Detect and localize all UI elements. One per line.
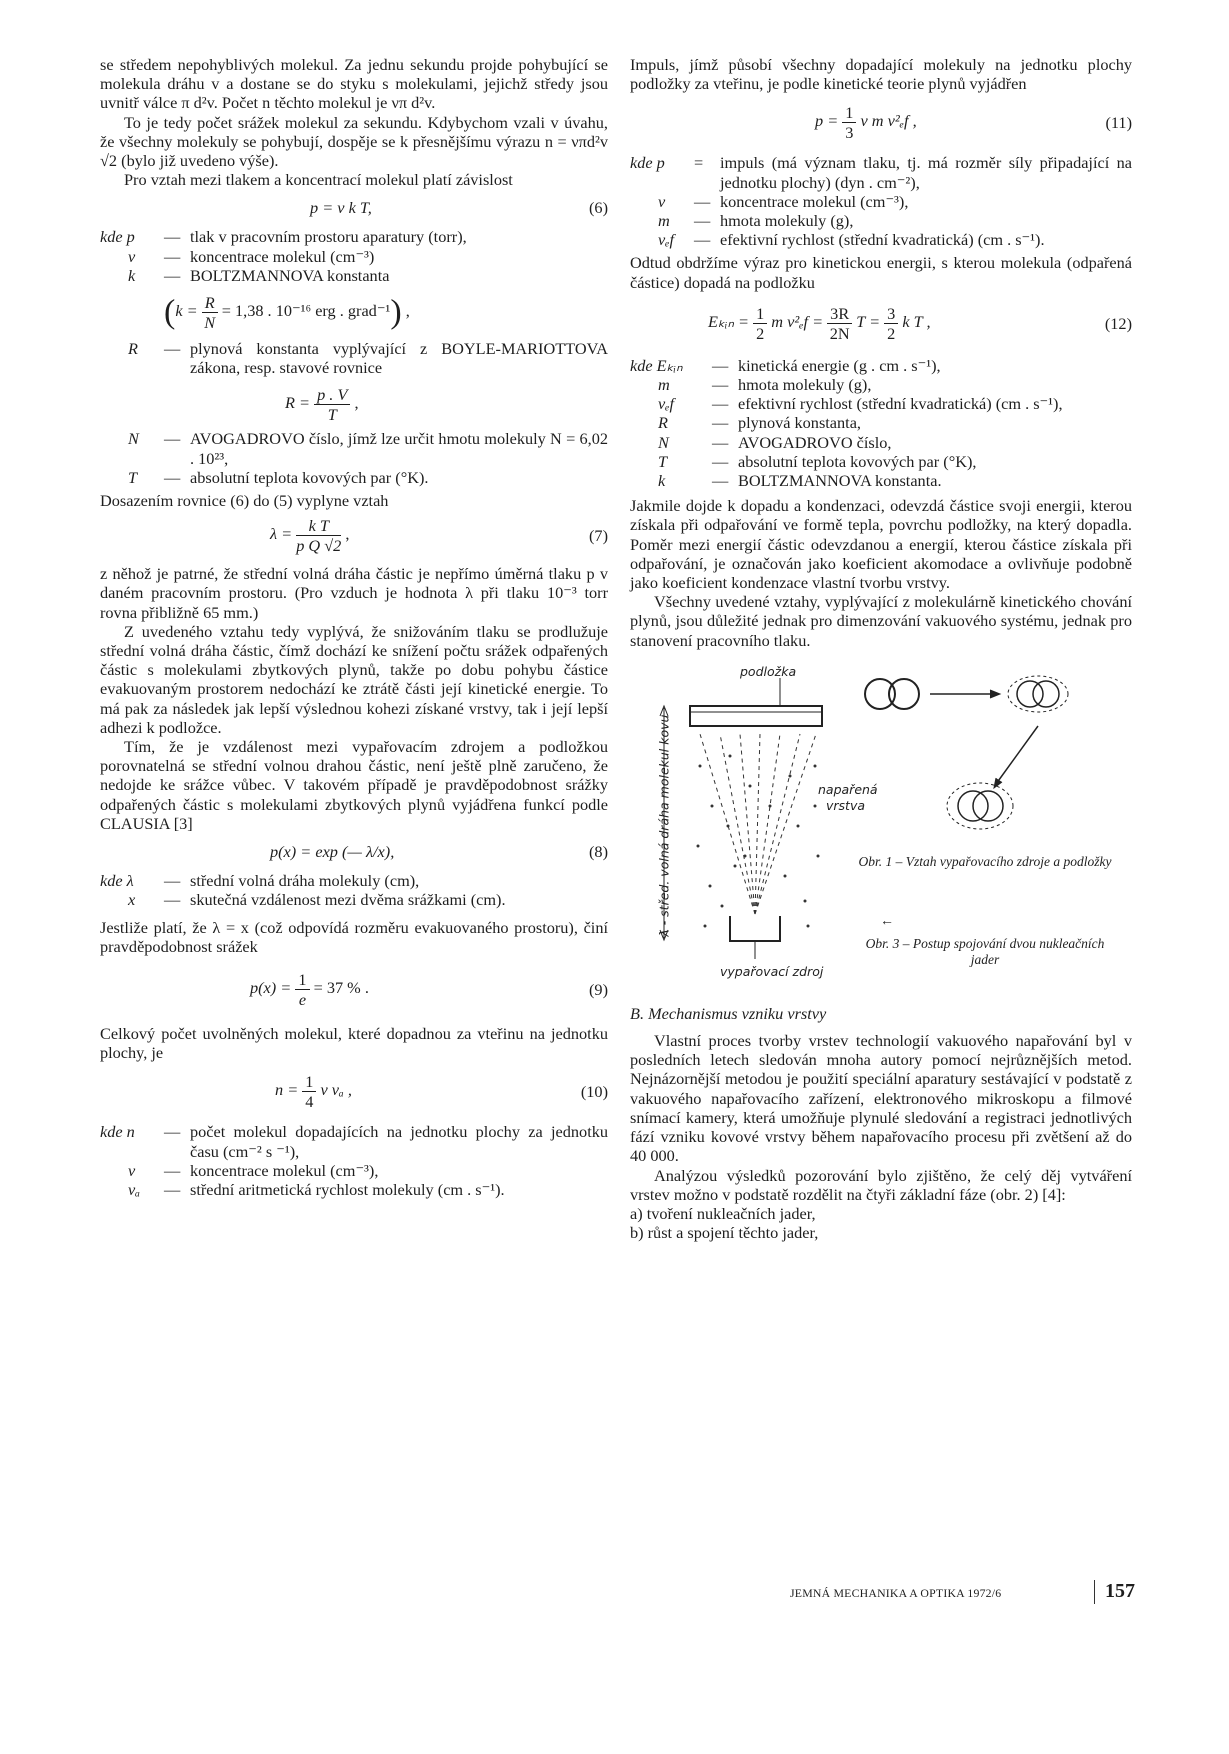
equation-number: (8) xyxy=(589,842,608,862)
eq-den: 3 xyxy=(845,123,854,143)
eq-part: , xyxy=(345,524,350,544)
def-text: efektivní rychlost (střední kvadratická) (cm . s⁻¹). xyxy=(720,230,1045,250)
label-layer: vrstva xyxy=(826,797,866,813)
eq-den: p Q √2 xyxy=(296,536,342,556)
def-text: střední aritmetická rychlost molekuly (cm . s⁻¹). xyxy=(190,1179,505,1199)
def-text: tlak v pracovním prostoru aparatury (torr), xyxy=(190,227,467,247)
def-symbol: R xyxy=(128,339,138,359)
journal-footer: JEMNÁ MECHANIKA A OPTIKA 1972/6 xyxy=(790,1586,1002,1600)
list-item: a) tvoření nukleačních jader, xyxy=(630,1203,816,1223)
paragraph: Analýzou výsledků pozorování bylo zjištěno, že celý děj vytváření vrstev možno v podstatě rozdělit na čtyři základní fáze (obr. 2) [4]: xyxy=(630,1165,1132,1204)
eq-num: p . V xyxy=(314,385,350,405)
equation-boltzmann: (k = $\frac{R}{N}$ = 1,38 . 10⁻¹⁶ erg . grad⁻¹) , xyxy=(164,293,410,333)
def-dash: — xyxy=(712,451,729,471)
eq-num: 1 xyxy=(842,103,856,123)
def-text: hmota molekuly (g), xyxy=(720,211,854,231)
def-dash: — xyxy=(164,1160,181,1180)
def-text: plynová konstanta vyplývající z BOYLE-MARIOTTOVA zákona, resp. stavové rovnice xyxy=(190,339,608,378)
paragraph: Jestliže platí, že λ = x (což odpovídá rozměru evakuovaného prostoru), činí pravděpodobnost srážek xyxy=(100,917,608,956)
def-symbol: k xyxy=(658,471,666,491)
def-dash: — xyxy=(164,227,181,247)
def-symbol: kde p xyxy=(630,153,665,173)
def-dash: — xyxy=(712,375,729,395)
def-symbol: vₑf xyxy=(658,394,675,414)
eq-part: p(x) = xyxy=(250,978,292,998)
eq-part: ν m v²ₑf , xyxy=(860,111,917,131)
eq-part: Eₖᵢₙ = xyxy=(708,312,749,332)
def-text: skutečná vzdálenost mezi dvěma srážkami (cm). xyxy=(190,890,506,910)
paragraph: Odtud obdržíme výraz pro kinetickou energii, s kterou molekula (odpařená částice) dopadá na podložku xyxy=(630,253,1132,292)
paragraph: Dosazením rovnice (6) do (5) vyplyne vztah xyxy=(100,491,389,511)
equation-number: (9) xyxy=(589,979,608,999)
def-symbol: vₑf xyxy=(658,230,675,250)
left-column xyxy=(100,55,608,1203)
def-dash: — xyxy=(164,1122,181,1142)
eq-den: T xyxy=(327,405,337,425)
equation-number: (12) xyxy=(1104,313,1132,333)
paragraph: Všechny uvedené vztahy, vyplývající z molekulárně kinetického chování plynů, jsou důležité jednak pro dimenzování vakuového systému, jednak pro stanovení pracovního tlaku. xyxy=(630,592,1132,650)
def-dash: — xyxy=(164,339,181,359)
equation-body: p(x) = exp (— λ/x), xyxy=(270,842,395,862)
arrow-left: ← xyxy=(880,913,894,929)
definitions-N xyxy=(100,429,608,487)
equation-8 xyxy=(100,837,608,867)
equation-12 xyxy=(630,296,1132,352)
equation-7 xyxy=(100,512,608,562)
def-text: počet molekul dopadajících na jednotku plochy za jednotku času (cm⁻² s ⁻¹), xyxy=(190,1122,608,1161)
def-dash: — xyxy=(694,211,711,231)
eq-den: 4 xyxy=(305,1092,314,1112)
eq-part: λ = xyxy=(270,524,293,544)
def-text: impuls (má význam tlaku, tj. má rozměr síly připadající na jednotku plochy) (dyn . cm⁻²), xyxy=(720,153,1132,192)
label-source: vypařovací zdroj xyxy=(720,963,824,979)
eq-part: R = xyxy=(285,393,311,413)
equation-number: (11) xyxy=(1105,113,1132,133)
eq-num: 1 xyxy=(295,970,309,990)
def-symbol: x xyxy=(128,890,136,910)
eq-part: m v²ₑf = xyxy=(771,312,824,332)
equation-number: (6) xyxy=(589,198,608,218)
def-text: koncentrace molekul (cm⁻³) xyxy=(190,246,375,266)
caption-fig3: Obr. 3 – Postup spojování dvou nukleačních jader xyxy=(865,935,1105,967)
paragraph: Pro vztah mezi tlakem a koncentrací molekul platí závislost xyxy=(124,170,513,190)
def-text: koncentrace molekul (cm⁻³), xyxy=(720,191,909,211)
paragraph: Vlastní proces tvorby vrstev technologií vakuového napařování byl v posledních letech sledován mnoha autory pomocí nejrůznějších metod. Nejnázornější metodou je použití speciální aparatury sestávající v podstatě z vakuového napařovacího zařízení, elektronového mikroskopu a filmové snímací kamery, která umožňuje plynulé sledování a registraci jednotlivých fází vzniku kovové vrstvy během napařovacího procesu při zvětšení až do 40 000. xyxy=(630,1031,1132,1166)
def-dash: — xyxy=(164,890,181,910)
equation-R xyxy=(100,381,608,427)
label-layer: napařená xyxy=(818,781,878,797)
def-dash: = xyxy=(694,153,704,173)
def-symbol: ν xyxy=(658,191,666,211)
eq-den: 2N xyxy=(829,323,850,343)
right-column xyxy=(630,55,1132,1242)
def-text: střední volná dráha molekuly (cm), xyxy=(190,871,420,891)
def-symbol: kde n xyxy=(100,1122,135,1142)
def-symbol: kde λ xyxy=(100,871,134,891)
def-text: BOLTZMANNOVA konstanta. xyxy=(738,471,942,491)
def-symbol: N xyxy=(128,429,139,449)
definitions-R xyxy=(100,339,608,377)
def-text: hmota molekuly (g), xyxy=(738,375,872,395)
paragraph: Impuls, jímž působí všechny dopadající molekuly na jednotku plochy podložky za vteřinu, je podle kinetické teorie plynů vyjádřen xyxy=(630,55,1132,94)
figure-1-and-3 xyxy=(630,656,1132,990)
page-number: 157 xyxy=(1105,1580,1135,1602)
def-symbol: T xyxy=(128,467,138,487)
def-symbol: k xyxy=(128,265,136,285)
phase-list xyxy=(630,1204,1132,1242)
equation-10 xyxy=(100,1066,608,1118)
def-symbol: m xyxy=(658,211,670,231)
definitions-8 xyxy=(100,871,608,909)
def-symbol: ν xyxy=(128,1160,136,1180)
equation-number: (7) xyxy=(589,526,608,546)
def-symbol: R xyxy=(658,413,668,433)
equation-number: (10) xyxy=(580,1082,608,1102)
paragraph: Celkový počet uvolněných molekul, které dopadnou za vteřinu na jednotku plochy, je xyxy=(100,1023,608,1063)
eq-num: 3R xyxy=(827,304,852,324)
definitions-11 xyxy=(630,153,1132,249)
eq-den: e xyxy=(298,989,307,1009)
def-text: efektivní rychlost (střední kvadratická) (cm . s⁻¹), xyxy=(738,394,1063,414)
def-symbol: vₐ xyxy=(128,1179,140,1199)
label-substrate: podložka xyxy=(740,663,797,679)
equation-9 xyxy=(100,962,608,1018)
def-text: koncentrace molekul (cm⁻³), xyxy=(190,1160,379,1180)
def-dash: — xyxy=(712,432,729,452)
def-symbol: kde Eₖᵢₙ xyxy=(630,355,683,375)
def-dash: — xyxy=(164,246,181,266)
def-text: absolutní teplota kovových par (°K), xyxy=(738,451,977,471)
eq-part: T = xyxy=(856,312,881,332)
def-symbol: m xyxy=(658,375,670,395)
section-heading: B. Mechanismus vzniku vrstvy xyxy=(630,1003,827,1023)
def-symbol: ν xyxy=(128,246,136,266)
def-text: BOLTZMANNOVA konstanta xyxy=(190,265,390,285)
eq-num: k T xyxy=(296,516,341,536)
eq-part: k T , xyxy=(902,312,931,332)
paragraph: To je tedy počet srážek molekul za sekundu. Kdybychom vzali v úvahu, že všechny molekuly se pohybují, dospěje se k přesnějšímu výrazu n = νπd²v √2 (bylo již uvedeno výše). xyxy=(100,112,608,171)
paragraph: Jakmile dojde k dopadu a kondenzaci, odevzdá částice svoji energii, kterou získala při odpařování ve formě tepla, povrchu podložky, na který dopadla. Poměr mezi energií částic odevzdanou a energií, kterou částice získala při odpařování, je označován jako koeficient akomodace a ovlivňuje podobně jako koeficient kondenzace vlastní tvorbu vrstvy. xyxy=(630,496,1132,593)
eq-num: 1 xyxy=(753,304,767,324)
eq-part: , xyxy=(354,393,359,413)
def-dash: — xyxy=(164,871,181,891)
paragraph: z něhož je patrné, že střední volná dráha částic je nepřímo úměrná tlaku p v daném pracovním prostoru. (Pro vzduch je hodnota λ při tlaku 10⁻³ torr rovna přibližně 65 mm.) xyxy=(100,564,608,622)
def-dash: — xyxy=(164,467,181,487)
definitions-12 xyxy=(630,356,1132,490)
def-dash: — xyxy=(694,230,711,250)
eq-part: = 37 % . xyxy=(313,978,369,998)
eq-part: = 1,38 . 10⁻¹⁶ erg . grad⁻¹ xyxy=(221,301,391,321)
label-axis: λ - střed. volná dráha molekul kovu xyxy=(656,714,672,937)
list-item: b) růst a spojení těchto jader, xyxy=(630,1223,819,1243)
definitions-6 xyxy=(100,227,608,285)
def-text: AVOGADROVO číslo, jímž lze určit hmotu molekuly N = 6,02 . 10²³, xyxy=(190,429,608,468)
paragraph: Tím, že je vzdálenost mezi vypařovacím zdrojem a podložkou porovnatelná se střední volnou drahou částic, není ještě plně zaručeno, že nedojde ke srážce vůbec. V takovém případě je pravděpodobnost srážky odpařených částic s molekulami zbytkových plynů vyjádřena funkcí podle CLAUSIA [3] xyxy=(100,737,608,833)
definitions-10 xyxy=(100,1122,608,1199)
def-symbol: N xyxy=(658,432,669,452)
eq-den: 2 xyxy=(887,323,896,343)
def-text: AVOGADROVO číslo, xyxy=(738,432,892,452)
eq-part: n = xyxy=(275,1080,299,1100)
eq-den: N xyxy=(204,313,216,333)
paragraph: Z uvedeného vztahu tedy vyplývá, že snižováním tlaku se prodlužuje střední volná dráha částic, čímž dochází ke snížení počtu srážek odpařených částic s molekulami zbytkových plynů, takže po dobu pohybu částice evakuovaným prostorem nedochází ke ztrátě části její kinetické energie. To má pak za následek jak lepší výslednou kohezi získané vrstvy, tak i její lepší adhezi k podložce. xyxy=(100,621,608,737)
def-symbol: kde p xyxy=(100,227,135,247)
eq-num: 1 xyxy=(302,1072,316,1092)
def-symbol: T xyxy=(658,451,668,471)
equation-body: p = ν k T, xyxy=(310,198,372,218)
def-dash: — xyxy=(712,355,729,375)
eq-den: 2 xyxy=(756,323,765,343)
equation-11 xyxy=(630,97,1132,149)
def-text: plynová konstanta, xyxy=(738,413,861,433)
eq-num: 3 xyxy=(884,304,898,324)
eq-num: R xyxy=(202,293,218,313)
def-dash: — xyxy=(712,471,729,491)
def-dash: — xyxy=(712,413,729,433)
def-dash: — xyxy=(712,394,729,414)
caption-fig1: Obr. 1 – Vztah vypařovacího zdroje a podložky xyxy=(858,853,1112,869)
eq-part: k = xyxy=(175,301,198,321)
def-dash: — xyxy=(164,265,181,285)
paragraph: se středem nepohyblivých molekul. Za jednu sekundu projde pohybující se molekula dráhu v a dostane se do styku s molekulami, jejichž středy jsou uvnitř válce π d²v. Počet n těchto molekul je νπ d²v. xyxy=(100,55,608,113)
def-dash: — xyxy=(694,191,711,211)
eq-part: ν vₐ , xyxy=(320,1080,352,1100)
equation-6 xyxy=(100,193,608,223)
eq-part: p = xyxy=(815,111,839,131)
def-dash: — xyxy=(164,429,181,449)
def-text: kinetická energie (g . cm . s⁻¹), xyxy=(738,355,941,375)
def-text: absolutní teplota kovových par (°K). xyxy=(190,467,429,487)
def-dash: — xyxy=(164,1179,181,1199)
footer-divider xyxy=(1094,1580,1095,1604)
